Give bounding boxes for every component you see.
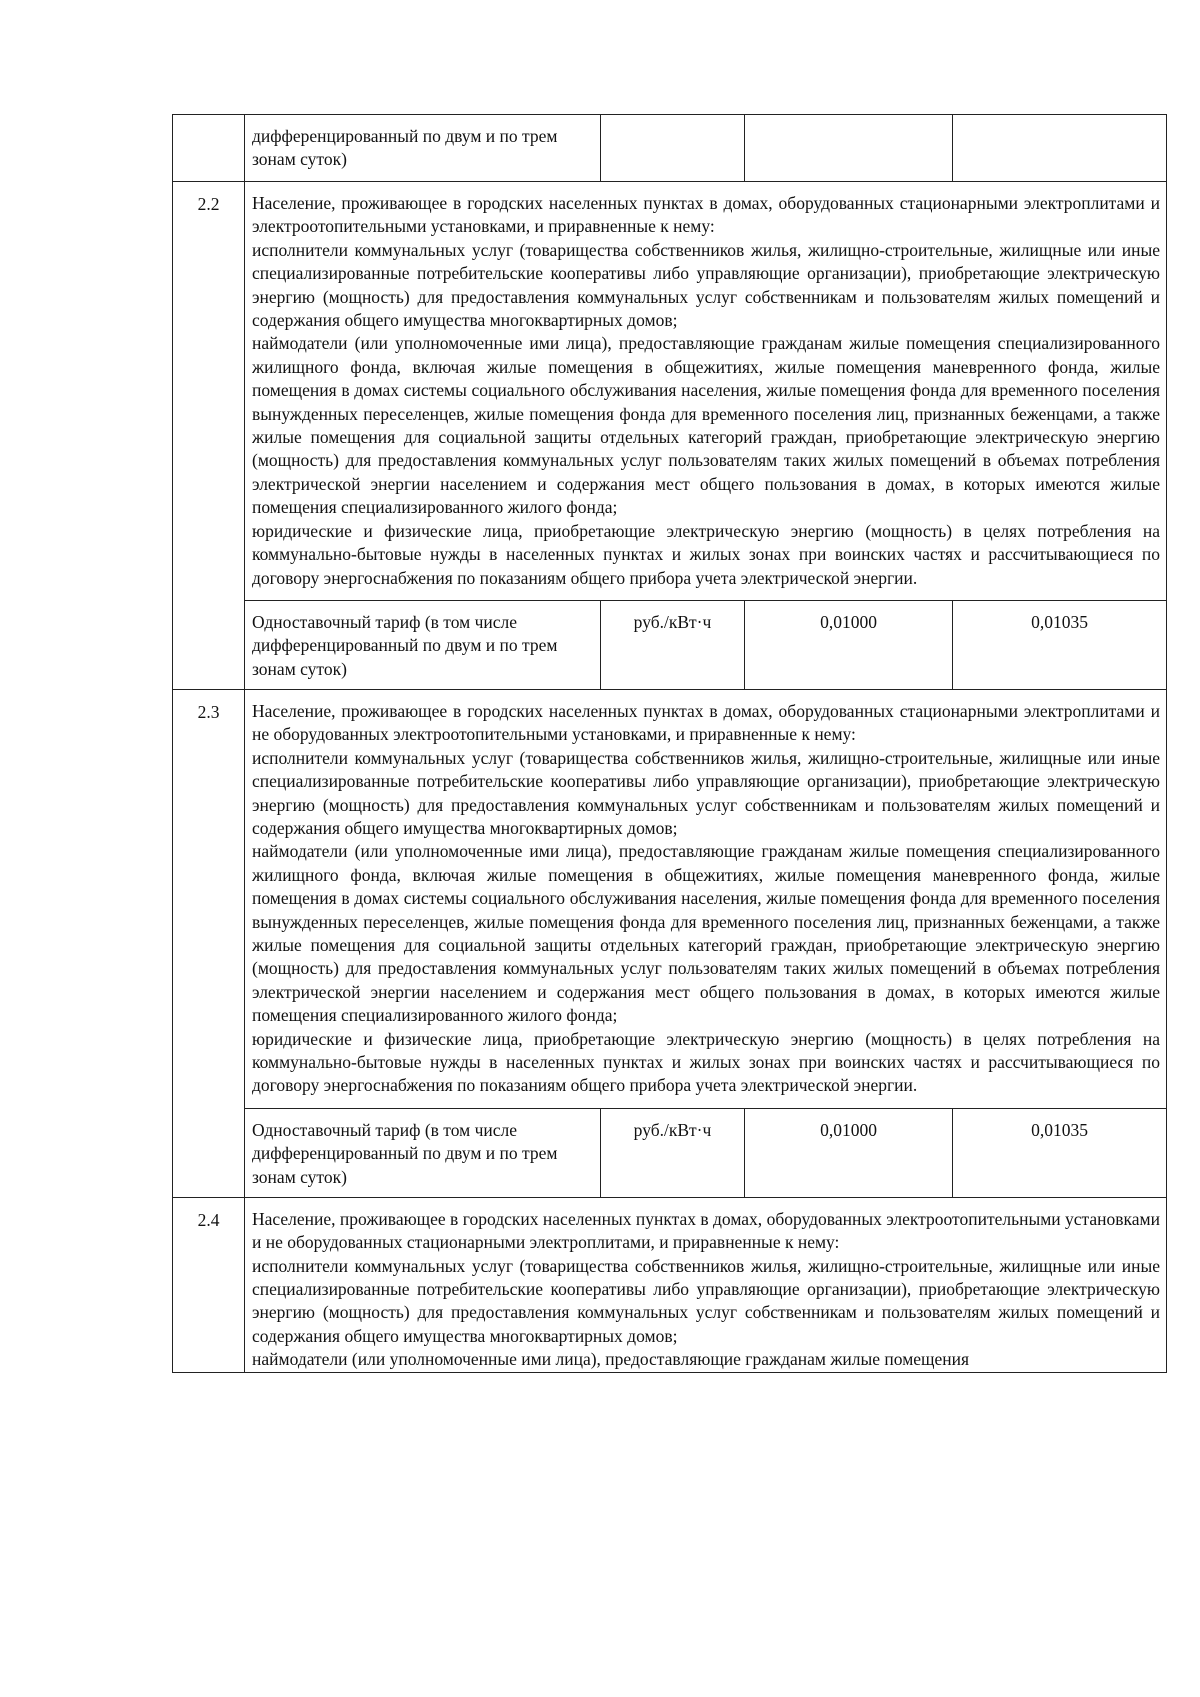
unit-cell: руб./кВт·ч <box>601 600 745 689</box>
value-cell: 0,01035 <box>953 1108 1167 1197</box>
tariff-name-cell: Одноставочный тариф (в том числе дифференцированный по двум и по трем зонам суток) <box>245 1108 601 1197</box>
paragraph: исполнители коммунальных услуг (товарищества собственников жилья, жилищно-строительные, жилищные или иные специализированные потребительские кооперативы либо управляющие организации), приобретающие электрическую энергию (мощность) для предоставления коммунальных услуг собственникам и пользователям жилых помещений и содержания общего имущества многоквартирных домов; <box>252 747 1160 838</box>
unit-cell <box>601 115 745 182</box>
tariff-name-cell: Одноставочный тариф (в том числе дифференцированный по двум и по трем зонам суток) <box>245 600 601 689</box>
table-row <box>173 1108 1167 1197</box>
section-number: 2.2 <box>173 182 245 690</box>
paragraph: наймодатели (или уполномоченные ими лица), предоставляющие гражданам жилые помещения специализированного жилищного фонда, включая жилые помещения в общежитиях, жилые помещения маневренного фонда, жилые помещения в домах системы социального обслуживания населения, жилые помещения фонда для временного поселения вынужденных переселенцев, жилые помещения фонда для временного поселения лиц, признанных беженцами, а также жилые помещения для социальной защиты отдельных категорий граждан, приобретающие электрическую энергию (мощность) для предоставления коммунальных услуг пользователям таких жилых помещений в объемах потребления электрической энергии населением и содержания мест общего пользования в домах, в которых имеются жилые помещения специализированного жилого фонда; <box>252 333 1160 518</box>
value-cell: 0,01035 <box>953 600 1167 689</box>
unit-cell: руб./кВт·ч <box>601 1108 745 1197</box>
value-cell <box>745 115 953 182</box>
paragraph: исполнители коммунальных услуг (товарищества собственников жилья, жилищно-строительные, жилищные или иные специализированные потребительские кооперативы либо управляющие организации), приобретающие электрическую энергию (мощность) для предоставления коммунальных услуг собственникам и пользователям жилых помещений и содержания общего имущества многоквартирных домов; <box>252 239 1160 331</box>
paragraph: Население, проживающее в городских населенных пунктах в домах, оборудованных стационарными электроплитами и не оборудованных электроотопительными установками, и приравненные к нему: <box>252 700 1160 745</box>
section-description <box>245 182 1167 601</box>
value-cell: 0,01000 <box>745 600 953 689</box>
paragraph: наймодатели (или уполномоченные ими лица), предоставляющие гражданам жилые помещения специализированного жилищного фонда, включая жилые помещения в общежитиях, жилые помещения маневренного фонда, жилые помещения в домах системы социального обслуживания населения, жилые помещения фонда для временного поселения вынужденных переселенцев, жилые помещения фонда для временного поселения лиц, признанных беженцами, а также жилые помещения для социальной защиты отдельных категорий граждан, приобретающие электрическую энергию (мощность) для предоставления коммунальных услуг пользователям таких жилых помещений в объемах потребления электрической энергии населением и содержания мест общего пользования в домах, в которых имеются жилые помещения специализированного жилого фонда; <box>252 841 1160 1026</box>
paragraph: наймодатели (или уполномоченные ими лица), предоставляющие гражданам жилые помещения <box>252 1349 970 1370</box>
section-number: 2.4 <box>173 1197 245 1372</box>
table-row <box>173 689 1167 1108</box>
paragraph: юридические и физические лица, приобретающие электрическую энергию (мощность) в целях потребления на коммунально-бытовые нужды в населенных пунктах и жилых зонах при воинских частях и рассчитывающиеся по договору энергоснабжения по показаниям общего прибора учета электрической энергии. <box>252 1028 1160 1096</box>
value-cell <box>953 115 1167 182</box>
table-row <box>173 600 1167 689</box>
section-number: 2.3 <box>173 689 245 1197</box>
tariff-name-cell: дифференцированный по двум и по трем зонам суток) <box>245 115 601 182</box>
number-cell <box>173 115 245 182</box>
section-description <box>245 1197 1167 1372</box>
value-cell: 0,01000 <box>745 1108 953 1197</box>
paragraph: юридические и физические лица, приобретающие электрическую энергию (мощность) в целях потребления на коммунально-бытовые нужды в населенных пунктах и жилых зонах при воинских частях и рассчитывающиеся по договору энергоснабжения по показаниям общего прибора учета электрической энергии. <box>252 520 1160 588</box>
section-description <box>245 689 1167 1108</box>
table-row <box>173 115 1167 182</box>
table-row <box>173 182 1167 601</box>
paragraph: исполнители коммунальных услуг (товарищества собственников жилья, жилищно-строительные, жилищные или иные специализированные потребительские кооперативы либо управляющие организации), приобретающие электрическую энергию (мощность) для предоставления коммунальных услуг собственникам и пользователям жилых помещений и содержания общего имущества многоквартирных домов; <box>252 1255 1160 1346</box>
paragraph: Население, проживающее в городских населенных пунктах в домах, оборудованных стационарными электроплитами и электроотопительными установками, и приравненные к нему: <box>252 193 1160 237</box>
paragraph: Население, проживающее в городских населенных пунктах в домах, оборудованных электроотопительными установками и не оборудованных стационарными электроплитами, и приравненные к нему: <box>252 1208 1160 1253</box>
tariff-table <box>172 114 1167 1373</box>
table-row <box>173 1197 1167 1372</box>
